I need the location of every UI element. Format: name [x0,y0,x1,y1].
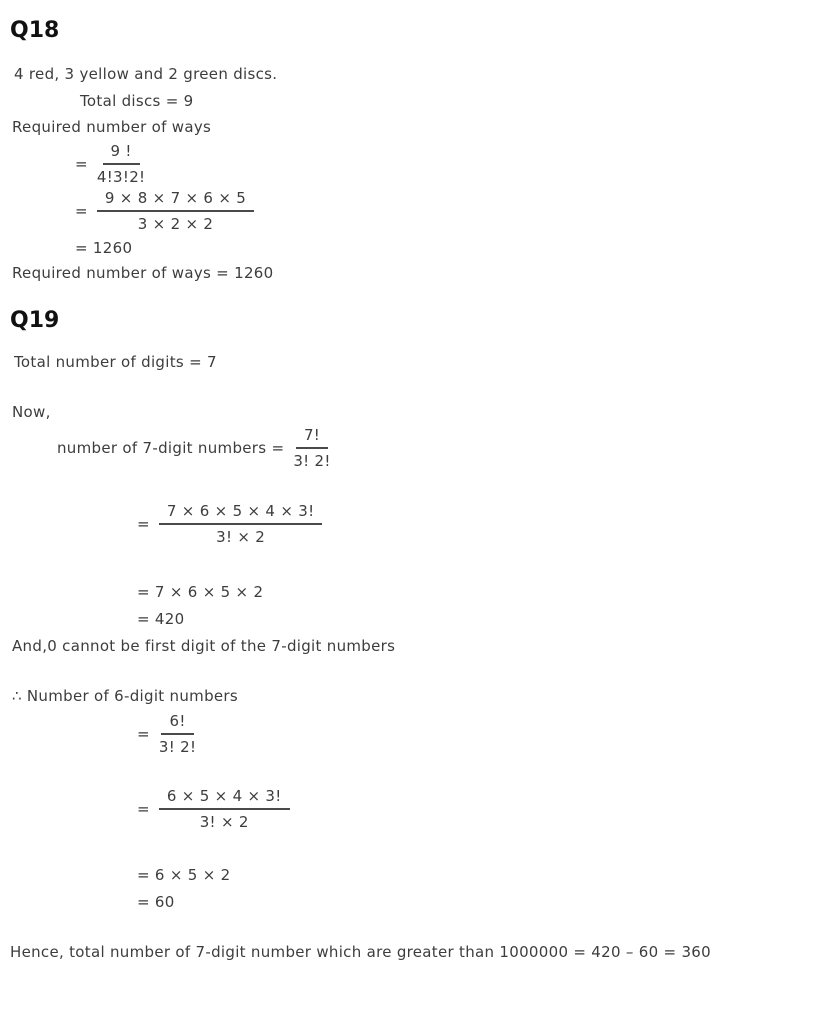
fraction-numerator: 9 × 8 × 7 × 6 × 5 [97,189,254,212]
fraction-denominator: 4!3!2! [96,168,146,186]
q19-now-line: Now, [12,403,51,421]
q18-total-discs-line: Total discs = 9 [80,92,194,110]
equals-sign: = [137,800,150,818]
fraction-denominator: 3! × 2 [216,528,266,546]
fraction-denominator: 3 × 2 × 2 [137,215,214,233]
q19-seven-digit-equation [57,426,331,470]
fraction [97,142,145,186]
fraction-numerator: 9 ! [103,142,140,165]
q19-step-line: = 6 × 5 × 2 [137,866,231,884]
equals-sign: = [75,155,88,173]
q19-zero-note-line: And,0 cannot be first digit of the 7-digit numbers [12,637,396,655]
fraction-denominator: 3! 2! [158,738,197,756]
q19-therefore-line: ∴ Number of 6-digit numbers [12,687,239,705]
fraction-denominator: 3! 2! [293,452,331,470]
fraction [293,426,330,470]
q18-result-line: = 1260 [75,239,133,257]
q18-conclusion-line: Required number of ways = 1260 [12,264,274,282]
q19-total-digits-line: Total number of digits = 7 [14,353,217,371]
fraction [159,787,290,831]
fraction-numerator: 6! [161,712,193,735]
fraction-numerator: 7! [296,426,328,449]
q19-hence-conclusion-line: Hence, total number of 7-digit number which are greater than 1000000 = 420 – 60 = 360 [10,943,711,961]
q18-intro-line: 4 red, 3 yellow and 2 green discs. [14,65,278,83]
q19-fraction-step-1 [137,502,322,546]
q18-required-label: Required number of ways [12,118,212,136]
fraction [159,502,323,546]
q18-heading: Q18 [10,18,60,43]
equals-sign: = [137,725,150,743]
equals-sign: = [137,515,150,533]
q19-fraction-step-3 [137,787,290,831]
fraction-denominator: 3! × 2 [199,813,249,831]
q18-fraction-step-2 [75,189,254,233]
equals-sign: = [75,202,88,220]
fraction-numerator: 7 × 6 × 5 × 4 × 3! [159,502,323,525]
seven-digit-label: number of 7-digit numbers = [57,439,285,457]
fraction [159,712,196,756]
q19-heading: Q19 [10,308,60,333]
fraction [97,189,254,233]
fraction-numerator: 6 × 5 × 4 × 3! [159,787,290,810]
q19-step-line: = 60 [137,893,175,911]
q19-fraction-step-2 [137,712,196,756]
q18-fraction-step-1 [75,142,145,186]
q19-step-line: = 7 × 6 × 5 × 2 [137,583,264,601]
q19-step-line: = 420 [137,610,185,628]
